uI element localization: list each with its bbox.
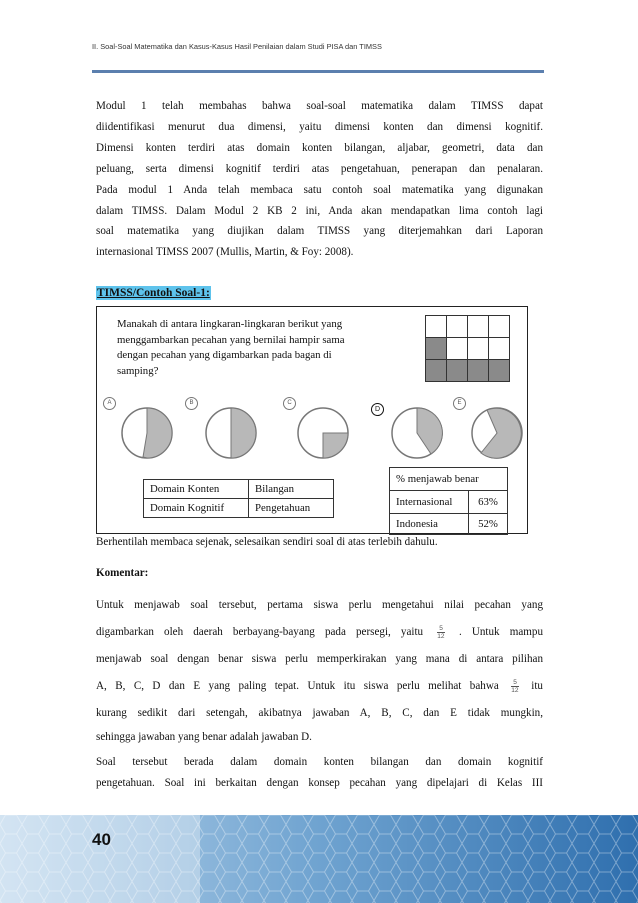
option-label-c: C [283, 397, 296, 410]
fraction-grid [425, 315, 510, 382]
intro-line: dalam TIMSS. Dalam Modul 2 KB 2 ini, Anda akan mendapatkan lima contoh lagi [96, 204, 543, 217]
grid-cell [426, 316, 447, 338]
pie-e [469, 405, 525, 461]
page-number: 40 [92, 830, 111, 849]
grid-cell-shaded [426, 360, 447, 382]
option-label-d: D [371, 403, 384, 416]
percent-table [389, 467, 508, 535]
domain-value: Pengetahuan [249, 499, 334, 518]
pie-c [295, 405, 351, 461]
domain-value: Bilangan [249, 480, 334, 499]
komentar-line: kurang sedikit dari setengah, akibatnya jawaban A, B, C, dan E tidak mungkin, [96, 707, 543, 719]
footer-band [0, 815, 638, 903]
frac-num: 5 [513, 678, 517, 686]
komentar-line: Untuk menjawab soal tersebut, pertama siswa perlu mengetahui nilai pecahan yang [96, 599, 543, 611]
komentar-line [96, 619, 543, 646]
fraction-5-12 [437, 625, 445, 640]
grid-cell-shaded [489, 360, 510, 382]
komentar-paragraph [96, 592, 543, 747]
intro-line: Dimensi konten terdiri atas domain konten bilangan, aljabar, geometri, data dan [96, 141, 543, 154]
grid-cell [447, 316, 468, 338]
intro-line: soal matematika yang diujikan dalam TIMSS yang diterjemahkan dari Laporan [96, 225, 543, 238]
question-line: Manakah di antara lingkaran-lingkaran berikut yang [117, 318, 343, 330]
grid-cell [489, 316, 510, 338]
pie-a [119, 405, 175, 461]
komentar-line-part: . Untuk mampu [458, 626, 543, 638]
domain-table [143, 479, 334, 518]
question-line: samping? [117, 364, 159, 377]
komentar-line: menjawab soal dengan benar siswa perlu memperkirakan yang mana di antara pilihan [96, 653, 543, 665]
intro-paragraph [96, 96, 543, 263]
option-label-e: E [453, 397, 466, 410]
intro-line: Modul 1 telah membahas bahwa soal-soal matematika dalam TIMSS dapat [96, 100, 543, 112]
komentar-line [96, 673, 543, 700]
grid-cell-shaded [447, 360, 468, 382]
percent-value: 52% [469, 514, 508, 535]
komentar-line-part: itu [531, 680, 543, 692]
intro-line: Pada modul 1 Anda telah membaca satu contoh soal matematika yang digunakan [96, 183, 543, 196]
percent-value: 63% [469, 491, 508, 514]
intro-line: diidentifikasi menurut dua dimensi, yaitu dimensi konten dan dimensi kognitif. [96, 120, 543, 133]
grid-cell-shaded [426, 338, 447, 360]
komentar-title: Komentar: [96, 567, 149, 579]
grid-cell [447, 338, 468, 360]
country-label: Indonesia [390, 514, 469, 535]
instruction-text: Berhentilah membaca sejenak, selesaikan sendiri soal di atas terlebih dahulu. [96, 536, 438, 548]
option-label-b: B [185, 397, 198, 410]
grid-cell [468, 316, 489, 338]
domain-label: Domain Kognitif [144, 499, 249, 518]
komentar-line: sehingga jawaban yang benar adalah jawaban D. [96, 731, 312, 743]
question-line: menggambarkan pecahan yang bernilai hampir sama [117, 333, 345, 346]
country-label: Internasional [390, 491, 469, 514]
frac-den: 12 [437, 632, 445, 640]
fraction-5-12 [511, 679, 519, 694]
grid-cell [489, 338, 510, 360]
intro-line: internasional TIMSS 2007 (Mullis, Martin, & Foy: 2008). [96, 246, 354, 259]
pie-d [389, 405, 445, 461]
section-heading: TIMSS/Contoh Soal-1: [97, 287, 210, 299]
komentar-line: Soal tersebut berada dalam domain konten bilangan dan domain kognitif [96, 756, 543, 768]
grid-cell-shaded [468, 360, 489, 382]
frac-den: 12 [511, 686, 519, 694]
intro-line: peluang, serta dimensi kognitif terdiri atas pengetahuan, penerapan dan penalaran. [96, 162, 543, 175]
frac-num: 5 [439, 624, 443, 632]
komentar-line: pengetahuan. Soal ini berkaitan dengan konsep pecahan yang dipelajari di Kelas III [96, 777, 543, 789]
percent-table-title: % menjawab benar [390, 468, 508, 491]
domain-label: Domain Konten [144, 480, 249, 499]
komentar-line-part: A, B, C, D dan E yang paling tepat. Untuk itu siswa perlu melihat bahwa [96, 680, 499, 692]
pie-b [203, 405, 259, 461]
header-rule [92, 70, 544, 73]
komentar-paragraph-2 [96, 752, 543, 794]
komentar-line-part: digambarkan oleh daerah berbayang-bayang pada persegi, yaitu [96, 626, 424, 638]
question-line: dengan pecahan yang digambarkan pada bagan di [117, 349, 332, 361]
running-header: II. Soal-Soal Matematika dan Kasus-Kasus Hasil Penilaian dalam Studi PISA dan TIMSS [92, 42, 382, 51]
question-text [117, 317, 399, 379]
option-label-a: A [103, 397, 116, 410]
grid-cell [468, 338, 489, 360]
question-box [96, 306, 528, 534]
